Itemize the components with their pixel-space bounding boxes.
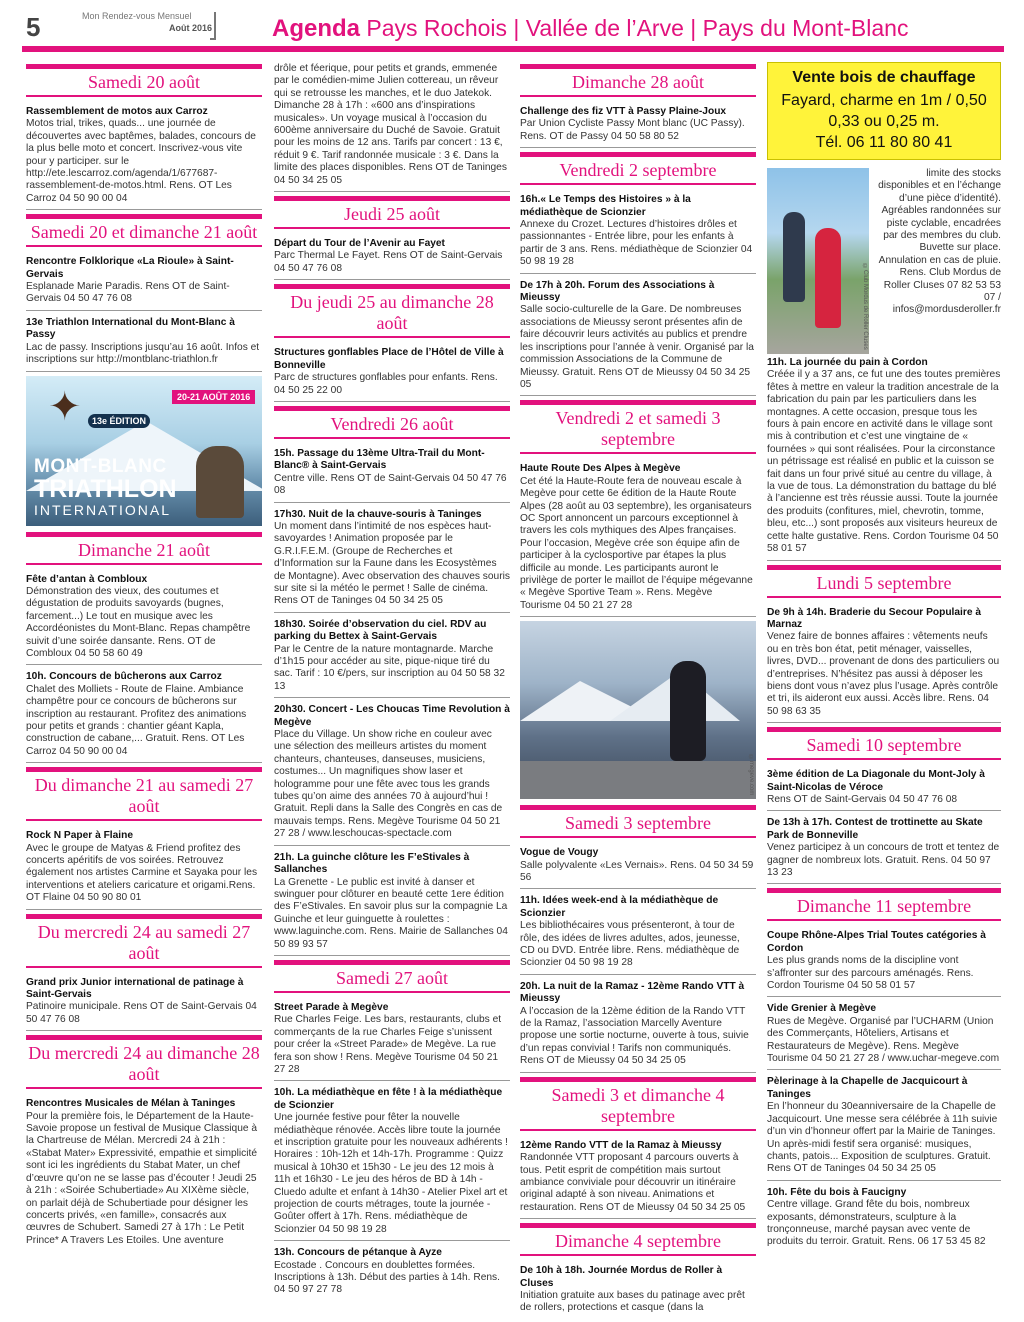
event-title: Rencontre Folklorique «La Rioule» à Saint-Gervais xyxy=(26,256,234,280)
event-body: Rens OT de Saint-Gervais 04 50 47 76 08 xyxy=(767,793,958,805)
event-title: 13h. Concours de pétanque à Ayze xyxy=(274,1247,442,1259)
date-heading: Dimanche 11 septembre xyxy=(767,888,1001,921)
photo-credit: ©Club Mordus de Roller Cluses xyxy=(862,264,868,350)
date-heading: Du mercredi 24 au dimanche 28 août xyxy=(26,1035,262,1089)
event-title: De 17h à 20h. Forum des Associations à Mieussy xyxy=(520,279,715,304)
event-title: Haute Route Des Alpes à Megève xyxy=(520,463,681,475)
date-heading: Samedi 27 août xyxy=(274,960,510,993)
event-body: Pour la première fois, le Département de la Haute-Savoie propose un festival de Musique Classique à la Chartreuse de Mélan. Mercredi 24 à 21h : «Stabat Mater» Expressivité, empathie et simplicité sont ici les ingrédients du Stabat Mater, un chef d’œuvre qu’on ne se lasse pas d’écouter ! Jeudi 25 à 21h : «Soirée Schubertiade» Au XIXème siècle, on parlait déjà de Schubertiade pour désigner les concerts privés, «en famille», consacrés aux œuvres de Schubert. Samedi 27 à 17h : Le Petit Prince* A Travers Les Etoiles. Une aventure xyxy=(26,1110,258,1246)
section-rubric: Agenda xyxy=(272,15,361,42)
road xyxy=(520,761,756,799)
date-heading: Samedi 3 septembre xyxy=(520,805,756,838)
date-heading: Vendredi 26 août xyxy=(274,406,510,439)
masthead-bracket xyxy=(210,12,216,40)
event-title: De 10h à 18h. Journée Mordus de Roller à Cluses xyxy=(520,1265,723,1289)
event-body: Centre village. Grand fête du bois, nombreux exposants, démonstrateurs, sculpture à la tronçonneuse, marché paysan avec vente de produits du terroir. Gratuit. Rens. 06 17 53 45 82 xyxy=(767,1199,986,1248)
cyclist-photo xyxy=(520,621,756,799)
event-body: Patinoire municipale. Rens OT de Saint-Gervais 04 50 47 76 08 xyxy=(26,1001,257,1025)
event-title: Rencontres Musicales de Mélan à Taninges xyxy=(26,1098,236,1110)
event-body: Les plus grands noms de la discipline vont s’affronter sur des parcours aménagés. Rens. Cordon Tourisme 04 50 58 01 57 xyxy=(767,955,974,992)
magazine-name: Mon Rendez-vous Mensuel xyxy=(82,11,192,21)
section-regions: Pays Rochois | Vallée de l’Arve | Pays du Mont-Blanc xyxy=(366,15,909,41)
event-title: 13e Triathlon International du Mont-Blanc à Passy xyxy=(26,316,235,341)
issue-date: Août 2016 xyxy=(168,23,212,33)
event-body: Ecostade . Concours en doublettes formées. Inscriptions à 13h. Début des parties à 14h. Rens. 04 50 97 27 78 xyxy=(274,1259,500,1296)
event-body: Initiation gratuite aux bases du patinage avec prêt de rollers, protections et casque (dans la xyxy=(520,1289,745,1314)
event-body: limite des stocks disponibles et en l’échange d’une pièce d’identité). Agréables randonnées sur piste cyclable, encadrées par des membres du club. Buvette sur place. Annulation en cas de pluie. Rens. Club Mordus de Roller Cluses 07 82 53 53 07 / infos@mordusderoller.fr xyxy=(878,168,1001,316)
skater-figure xyxy=(783,212,805,302)
event-body: Avec le groupe de Matyas & Friend profitez des concerts apéritifs de vos soirées. Retrouvez également nos artistes Carmine et Sayaka pour les interventions et ateliers caricature et origami.Rens. OT Flaine 04 50 90 80 01 xyxy=(26,842,258,904)
advert-title: Vente bois de chauffage xyxy=(792,69,976,86)
date-heading: Samedi 10 septembre xyxy=(767,727,1001,760)
event-title: Rock N Paper à Flaine xyxy=(26,830,134,842)
event-item xyxy=(767,1000,1001,1070)
date-heading: Samedi 20 et dimanche 21 août xyxy=(26,214,262,247)
event-title: 20h30. Concert - Les Choucas Time Revolution à Megève xyxy=(274,704,510,728)
event-body: Un moment dans l’intimité de nos espèces haut-savoyardes ! Animation proposée par le G.R.I.F.E.M. (Groupe de Recherches et d’Information sur la Faune dans les Ecosystèmes de Montagne). Avec observation des chauves souris sur site si la météo le permet ! Salle de cinéma. Rens OT de Taninges 04 50 34 25 05 xyxy=(274,520,510,607)
event-item xyxy=(274,1244,510,1301)
event-title: Vogue de Vougy xyxy=(520,847,599,859)
event-item xyxy=(767,1184,1001,1253)
advert-line-3: INTERNATIONAL xyxy=(34,501,171,518)
event-item xyxy=(520,1137,756,1219)
event-body: Randonnée VTT proposant 4 parcours ouverts à tous. Petit esprit de compétition mais surtout ambiance conviviale pour découvrir un itinéraire original adapté à son niveau. Animations et restauration. Rens OT de Mieussy 04 50 34 25 05 xyxy=(520,1152,746,1213)
event-body: Chalet des Molliets - Route de Flaine. Ambiance champêtre pour ce concours de bûcherons sur inscription au restaurant. Profitez des animations pour petits et grands : chantier géant Kapla, construction de cabane,... Gratuit. Rens. OT Les Carroz 04 50 90 00 04 xyxy=(26,683,247,757)
event-title: 20h. La nuit de la Ramaz - 12ème Rando VTT à Mieussy xyxy=(520,980,745,1005)
event-item xyxy=(274,849,510,956)
date-heading: Vendredi 2 septembre xyxy=(520,152,756,185)
date-heading: Du jeudi 25 au dimanche 28 août xyxy=(274,284,510,338)
event-title: 16h.« Le Temps des Histoires » à la médiathèque de Scionzier xyxy=(520,194,691,218)
event-body: Rue Charles Feige. Les bars, restaurants, clubs et commerçants de la rue Charles Feige s’unissent pour créer la «Street Parade» de Megève. La rue fera son show ! Rens. Megève Tourisme 04 50 21 27 28 xyxy=(274,1014,502,1075)
event-item xyxy=(274,445,510,503)
event-item xyxy=(26,974,262,1032)
firewood-advert xyxy=(767,62,1001,160)
event-item xyxy=(274,235,510,280)
event-item xyxy=(26,827,262,909)
eagle-icon: ✦ xyxy=(48,384,82,429)
event-body: Venez participez à un concours de trott et tentez de gagner de nombreux lots. Gratuit. Rens. 04 50 97 13 23 xyxy=(767,842,1000,878)
event-title: 17h30. Nuit de la chauve-souris à Taninges xyxy=(274,508,482,520)
event-item xyxy=(767,354,1001,561)
event-item xyxy=(26,314,262,372)
event-title: 10h. Concours de bûcherons aux Carroz xyxy=(26,671,222,683)
date-heading: Dimanche 28 août xyxy=(520,64,756,97)
event-title: 3ème édition de La Diagonale du Mont-Joly à Saint-Nicolas de Véroce xyxy=(767,769,985,793)
date-heading: Vendredi 2 et samedi 3 septembre xyxy=(520,400,756,454)
column-3 xyxy=(520,60,756,1322)
event-body: Motos trial, trikes, quads... une journée de découvertes avec baptêmes, balades, concours de la plus belle moto et concert. Inscrivez-vous vite pour y participer. sur le http://ete.lescarroz.com/agenda/1/677687-rassemblement-de-motos.html. Rens. OT Les Carroz 04 50 90 00 04 xyxy=(26,118,256,204)
event-title: 10h. Fête du bois à Faucigny xyxy=(767,1186,907,1198)
event-item xyxy=(520,978,756,1073)
event-item xyxy=(274,344,510,402)
triathlon-advert-image xyxy=(26,376,262,526)
event-item xyxy=(274,506,510,613)
event-item xyxy=(520,277,756,397)
header-rule xyxy=(22,46,1004,52)
event-item xyxy=(767,766,1001,811)
column-1 xyxy=(26,60,262,1254)
event-body: Esplanade Marie Paradis. Rens OT de Saint-Gervais 04 50 47 76 08 xyxy=(26,281,230,305)
event-item xyxy=(274,616,510,698)
event-item xyxy=(520,844,756,889)
column-4 xyxy=(767,60,1001,1256)
event-body: Créée il y a 37 ans, ce fut une des toutes premières fêtes à mettre en valeur la tradition ancestrale de la fabrication du pain par les particuliers dans les montagnes. A cette occasion, presque tous les fours à pain encore en activité dans le village sont mis à contribution et c’est une vingtaine de « fournées » qui sont réalisées. Pour la circonstance un pétrissage est réalisé en public et la cuisson se fait dans un four privé situé au centre du village, à la vue de tous. La démonstration du battage du blé à l’ancienne est très réussie aussi. Toute la journée des produits (confitures, miel, chevrotin, tomme, bleu, etc...) sont proposés aux visiteurs heureux de cette halte gustative. Rens. Cordon Tourisme 04 50 58 01 57 xyxy=(767,369,1001,555)
event-dates-badge: 20-21 AOÛT 2016 xyxy=(172,390,255,404)
event-body: Par le Centre de la nature montagnarde. Marche d’1h15 pour accéder au site, pique-nique tiré du sac. Tarif : 10 €/pers, sur inscription au 04 50 58 32 13 xyxy=(274,643,505,692)
section-title xyxy=(272,15,908,43)
event-item xyxy=(767,814,1001,884)
event-title: 21h. La guinche clôture les F’eStivales à Sallanches xyxy=(274,851,470,876)
advert-line-1: MONT-BLANC xyxy=(34,455,167,477)
event-item xyxy=(520,1262,756,1319)
event-item xyxy=(520,103,756,148)
event-title: 11h. La journée du pain à Cordon xyxy=(767,357,928,368)
event-item xyxy=(274,999,510,1081)
advert-line-2: TRIATHLON xyxy=(34,474,177,503)
magazine-masthead xyxy=(82,10,212,34)
event-title: Coupe Rhône-Alpes Trial Toutes catégories à Cordon xyxy=(767,930,986,954)
date-heading: Du dimanche 21 au samedi 27 août xyxy=(26,767,262,821)
event-item xyxy=(274,1084,510,1241)
event-body: Une journée festive pour fêter la nouvelle médiathèque rénovée. Accès libre toute la journée et inscription gratuite pour les nouveaux adhérents ! Horaires : 10h-12h et 14h-17h. Programme : Quizz musical à 10h30 et 15h30 - Le jeu des 12 mois à 11h et 16h30 - Le jeu des héros de BD à 14h - Cluedo adulte et enfant à 14h30 - Atelier Pixel art et projection de courts métrages, toute la journée - Goûter offert à 17h. Rens. médiathèque de Scionzier 04 50 98 19 28 xyxy=(274,1112,508,1235)
cyclist-figure xyxy=(670,661,706,761)
event-title: De 9h à 14h. Braderie du Secour Populaire à Marnaz xyxy=(767,606,982,630)
date-heading: Du mercredi 24 au samedi 27 août xyxy=(26,914,262,968)
event-item xyxy=(520,460,756,617)
event-title: Grand prix Junior international de patinage à Saint-Gervais xyxy=(26,976,244,1001)
date-heading: Samedi 3 et dimanche 4 septembre xyxy=(520,1077,756,1131)
event-title: 18h30. Soirée d’observation du ciel. RDV au parking du Bettex à Saint-Gervais xyxy=(274,618,487,643)
date-heading: Jeudi 25 août xyxy=(274,196,510,229)
date-heading: Dimanche 21 août xyxy=(26,532,262,565)
event-body: Parc de structures gonflables pour enfants. Rens. 04 50 25 22 00 xyxy=(274,372,498,396)
event-body: En l’honneur du 30eanniversaire de la Chapelle de Jacquicourt. Une messe sera célébrée à 11h suivie d’un vin d’honneur offert par la Mairie de Taninges. Un après-midi festif sera organisé: musiques, chants, patois... Exposition de sculptures. Gratuit. Rens OT de Taninges 04 50 34 25 05 xyxy=(767,1101,998,1175)
event-title: 10h. La médiathèque en fête ! à la médiathèque de Scionzier xyxy=(274,1087,503,1111)
event-item xyxy=(767,1073,1001,1180)
event-body: Salle polyvalente «Les Vernais». Rens. 04 50 34 59 56 xyxy=(520,859,754,883)
event-body: Parc Thermal Le Fayet. Rens OT de Saint-Gervais 04 50 47 76 08 xyxy=(274,250,503,274)
event-title: 11h. Idées week-end à la médiathèque de Scionzier xyxy=(520,895,719,919)
event-body: Lac de passy. Inscriptions jusqu’au 16 août. Infos et inscriptions sur http://montblanc-triathlon.fr xyxy=(26,341,260,366)
event-body: A l’occasion de la 12ème édition de la Rando VTT de la Ramaz, l’association Marcelly Aventure propose une sortie nocturne, ouverte à tous, suivie d’un repas convivial ! Tarifs non communiqués. Rens OT de Mieussy 04 50 34 25 05 xyxy=(520,1005,749,1067)
event-body: Centre ville. Rens OT de Saint-Gervais 04 50 47 76 08 xyxy=(274,472,507,497)
advert-phone: Tél. 06 11 80 80 41 xyxy=(815,134,953,151)
advert-line: Fayard, charme en 1m / 0,50 xyxy=(781,92,987,109)
page-number: 5 xyxy=(26,12,41,42)
event-title: 12ème Rando VTT de la Ramaz à Mieussy xyxy=(520,1139,722,1151)
event-title: Challenge des fiz VTT à Passy Plaine-Joux xyxy=(520,106,727,117)
event-body: Place du Village. Un show riche en couleur avec une sélection des meilleurs artistes du moment chanteurs, chanteuses, danseuses, musiciens, costumes... Un magnifiques show laser et hologramme pour une fête avec tous les grands tubes qu’on aime des années 70 à aujourd’hui ! Gratuit. Repli dans la Salle des Congrès en cas de mauvais temps. Rens. Megève Tourisme 04 50 21 27 28 / www.leschoucas-spectacle.com xyxy=(274,729,503,840)
event-item xyxy=(26,103,262,210)
photo-credit: ©megeve.com xyxy=(748,754,754,796)
event-item xyxy=(520,191,756,273)
event-title: Pèlerinage à la Chapelle de Jacquicourt à Taninges xyxy=(767,1076,968,1100)
advert-line: 0,33 ou 0,25 m. xyxy=(828,113,940,130)
event-item xyxy=(520,892,756,974)
roller-skaters-photo xyxy=(767,168,869,354)
event-title: Fête d’antan à Combloux xyxy=(26,573,148,585)
event-title: Rassemblement de motos aux Carroz xyxy=(26,106,208,117)
event-item xyxy=(274,701,510,845)
event-body: Cet été la Haute-Route fera de nouveau escale à Megève pour cette 6e édition de la Haute Route Alpes (28 août au 03 septembre), les organisateurs OC Sport annoncent un parcours exceptionnel à travers les cols mythiques des Alpes françaises. Pour l’occasion, Megève crée son équipe afin de participer à la cyclosportive par étapes la plus difficile au monde. Les participants auront le privilège de porter le maillot de l’équipe mégevanne « Megève Sportive Team ». Rens. Megève Tourisme 04 50 21 27 28 xyxy=(520,475,753,611)
date-heading: Lundi 5 septembre xyxy=(767,565,1001,598)
event-item xyxy=(767,927,1001,997)
column-2 xyxy=(274,60,510,1304)
date-heading: Samedi 20 août xyxy=(26,64,262,97)
event-item xyxy=(26,253,262,311)
event-body: Démonstration des vieux, des coutumes et dégustation de produits savoyards (bugnes, farcement...) Le tout en musique avec les Accordéonistes du Mont-Blanc. Repas champêtre suivit d’une soirée dansante. Rens. OT de Combloux 04 50 58 60 49 xyxy=(26,585,251,659)
event-title: Départ du Tour de l’Avenir au Fayet xyxy=(274,238,445,250)
edition-badge: 13e ÉDITION xyxy=(88,414,150,428)
event-body: Les bibliothécaires vous présenteront, à tour de rôle, des idées de livres adultes, ados, jeunesse, CD ou DVD. Entrée libre. Rens. médiathèque de Scionzier 04 50 98 19 28 xyxy=(520,920,740,969)
runner-figure xyxy=(196,446,244,518)
skater-figure xyxy=(815,228,841,328)
event-body: Par Union Cycliste Passy Mont blanc (UC Passy). Rens. OT de Passy 04 50 58 80 52 xyxy=(520,118,745,142)
event-item xyxy=(767,604,1001,724)
event-item xyxy=(26,1095,262,1251)
event-title: De 13h à 17h. Contest de trottinette au Skate Park de Bonneville xyxy=(767,817,983,841)
event-item xyxy=(26,668,262,763)
event-item xyxy=(26,571,262,666)
event-continuation xyxy=(274,60,510,192)
event-body: La Grenette - Le public est invité à danser et swinguer pour clôturer en beauté cette 1ere édition des F’eStivales. En savoir plus sur la compagnie La Guinche et leur guinguette à roulettes : www.laguinche.com. Rens. Mairie de Sallanches 04 50 89 93 57 xyxy=(274,876,508,950)
event-title: Structures gonflables Place de l’Hôtel de Ville à Bonneville xyxy=(274,347,504,371)
page-header xyxy=(0,0,1024,58)
event-body: Venez faire de bonnes affaires : vêtements neufs ou en très bon état, petit ménager, vaisselles, livres, DVD... provenant de dons des particuliers ou d’entreprises. N’hésitez pas aussi à déposer les biens dont vous n’avez plus l’usage. Après contrôle et tri, ils aideront eux aussi. Accès libre. Rens. 04 50 98 63 35 xyxy=(767,631,1000,717)
date-heading: Dimanche 4 septembre xyxy=(520,1223,756,1256)
event-title: Street Parade à Megève xyxy=(274,1001,389,1013)
roller-block xyxy=(767,168,1001,354)
event-body: Annexe du Crozet. Lectures d’histoires drôles et passionnantes - Entrée libre, pour les enfants à partir de 3 ans. Rens. médiathèque de Scionzier 04 50 98 19 28 xyxy=(520,219,753,268)
event-title: Vide Grenier à Megève xyxy=(767,1003,877,1015)
event-body: drôle et féerique, pour petits et grands, emmenée par le comédien-mime Julien cottereau, un rêveur qui se retrousse les manches, et le duo Jatekok. Dimanche 28 à 17h : «600 ans d’inspirations musicales». Un voyage musical à l’occasion du 600ème anniversaire du Duché de Savoie. Gratuit pour les moins de 12 ans. Tarifs par concert : 13 €, réduit 9 €. Tarif randonnée musicale : 3 €. Dans la limite des places disponibles. Rens OT de Taninges 04 50 34 25 05 xyxy=(274,63,507,186)
event-body: Salle socio-culturelle de la Gare. De nombreuses associations de Mieussy seront présentes afin de faire découvrir leurs activités au publics et prendre les inscriptions pour l’année à venir. Organisé par la commission Associations de la Commune de Mieussy. Gratuit. Rens OT de Mieussy 04 50 34 25 05 xyxy=(520,304,754,390)
event-body: Rues de Megève. Organisé par l’UCHARM (Union des Commerçants, Hôteliers, Artisans et Restaurateurs de Megève). Rens. Megève Tourisme 04 50 21 27 28 / www.uchar-megeve.com xyxy=(767,1015,1000,1065)
event-title: 15h. Passage du 13ème Ultra-Trail du Mont-Blanc® à Saint-Gervais xyxy=(274,447,485,472)
